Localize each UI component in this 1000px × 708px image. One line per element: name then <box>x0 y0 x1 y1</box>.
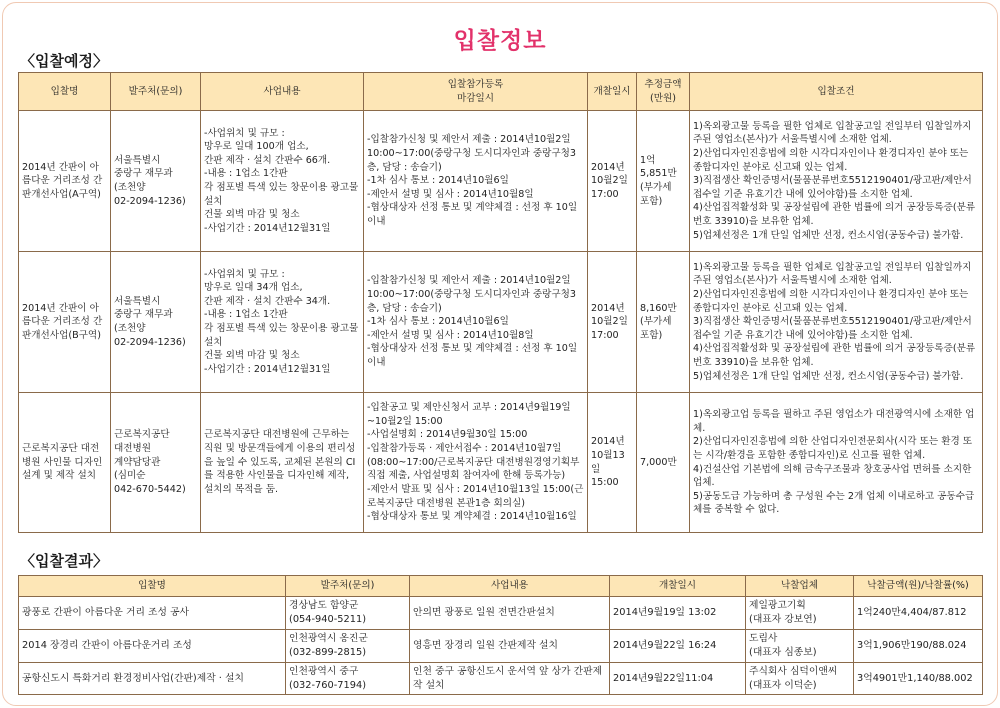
header-award-amount: 낙찰금액(원)/낙찰률(%) <box>854 576 983 597</box>
bid-client: 서울특별시 중랑구 재무과 (조천양 02-2094-1236) <box>111 111 201 252</box>
table-row <box>19 597 983 630</box>
result-client: 인천광역시 옹진군 (032-899-2815) <box>286 629 410 662</box>
result-content: 영흥면 장경리 일원 간판제작 설치 <box>410 629 610 662</box>
result-content: 인천 중구 공항신도시 운서역 앞 상가 간판제작 설치 <box>410 662 610 695</box>
table-row <box>19 111 983 252</box>
table-row <box>19 662 983 695</box>
result-client: 인천광역시 중구 (032-760-7194) <box>286 662 410 695</box>
table-row <box>19 629 983 662</box>
result-client: 경상남도 함양군 (054-940-5211) <box>286 597 410 630</box>
header-estimate: 추정금액 (만원) <box>637 73 690 111</box>
result-amount: 3억1,906만190/88.024 <box>854 629 983 662</box>
bid-estimate: 7,000만 <box>637 393 690 533</box>
bid-content: -사업위치 및 규모 : 망우로 일대 34개 업소, 간판 제작 · 설치 간판수 34개. -내용 : 1업소 1간판 각 점포별 특색 있는 창문이용 광고물 설치 건물 외벽 마감 및 청소 -사업기간 : 2014년12월31일 <box>201 252 364 393</box>
result-amount: 3억4901만1,140/88.002 <box>854 662 983 695</box>
bid-estimate: 1억 5,851만 (부가세 포함) <box>637 111 690 252</box>
result-date: 2014년9월22일 16:24 <box>610 629 746 662</box>
result-winner: 도림사 (대표자 심종보) <box>746 629 854 662</box>
bid-conditions: 1)옥외광고물 등록을 필한 업체로 입찰공고일 전일부터 입찰일까지 주된 영업소(본사)가 서울특별시에 소재한 업체. 2)산업디자인진흥법에 의한 시각디자인이나 환경디자인 분야 또는 종합디자인 분야로 신고돼 있는 업체. 3)직접생산 확인증명서(물품분류번호5512190401/광고판/제안서 접수일 기준 유효기간 내에 있어야함)를 소지한 업체. 4)산업집적활성화 및 공장설립에 관한 법률에 의거 공장등록증(분류번호 33910)을 보유한 업체. 5)업체선정은 1개 단일 업체만 선정, 컨소시엄(공동수급) 불가함. <box>690 252 983 393</box>
bid-conditions: 1)옥외광고물 등록을 필한 업체로 입찰공고일 전일부터 입찰일까지 주된 영업소(본사)가 서울특별시에 소재한 업체. 2)산업디자인진흥법에 의한 시각디자인이나 환경디자인 분야 또는 종합디자인 분야로 신고돼 있는 업체. 3)직접생산 확인증명서(물품분류번호5512190401/광고판/제안서 접수일 기준 유효기간 내에 있어야함)를 소지한 업체. 4)산업집적활성화 및 공장설립에 관한 법률에 의거 공장등록증(분류번호 33910)을 보유한 업체. 5)업체선정은 1개 단일 업체만 선정, 컨소시엄(공동수급) 불가함. <box>690 111 983 252</box>
header-open-date: 개찰일시 <box>610 576 746 597</box>
bid-registration: -입찰공고 및 제안신청서 교부 : 2014년9월19일~10월2일 15:00 -사업설명회 : 2014년9월30일 15:00 -입찰참가등록 · 제안서접수 : 2014년10월7일(08:00~17:00/근로복지공단 대전병원경영기획부 직접 제출, 사업설명회 참여자에 한해 등록가능) -제안서 발표 및 심사 : 2014년10월13일 15:00(근로복지공단 대전병원 본관1층 회의실) -협상대상자 통보 및 계약체결 : 2014년10월16일 <box>364 393 588 533</box>
header-client: 발주처(문의) <box>286 576 410 597</box>
table-row <box>19 393 983 533</box>
bid-conditions: 1)옥외광고업 등록을 필하고 주된 영업소가 대전광역시에 소재한 업체. 2)산업디자인진흥법에 의한 산업디자인전문회사(시각 또는 환경 또는 시각/환경을 포함한 종합디자인)로 신고를 필한 업체. 4)건설산업 기본법에 의해 금속구조물과 창호공사업 면허를 소지한 업체. 5)공동도급 가능하며 총 구성원 수는 2개 업체 이내로하고 공동수급체를 중복할 수 없다. <box>690 393 983 533</box>
bid-name: 근로복지공단 대전병원 사인물 디자인 설계 및 제작 설치 <box>19 393 111 533</box>
bid-open-date: 2014년 10월2일 17:00 <box>588 252 637 393</box>
bid-content: 근로복지공단 대전병원에 근무하는 직원 및 방문객들에게 이용의 편리성을 높일 수 있도록, 교체된 본원의 CI를 적용한 사인물을 디자인해 제작, 설치의 목적을 둠. <box>201 393 364 533</box>
bid-name: 2014년 간판이 아름다운 거리조성 간판개선사업(B구역) <box>19 252 111 393</box>
result-winner: 주식회사 심덕이앤씨 (대표자 이덕순) <box>746 662 854 695</box>
page-title: 입찰정보 <box>453 28 547 54</box>
result-amount: 1억240만4,404/87.812 <box>854 597 983 630</box>
scheduled-bids-table <box>18 72 983 533</box>
header-conditions: 입찰조건 <box>690 73 983 111</box>
bid-open-date: 2014년 10월2일 17:00 <box>588 111 637 252</box>
table-row <box>19 252 983 393</box>
header-bid-name: 입찰명 <box>19 73 111 111</box>
bid-registration: -입찰참가신청 및 제안서 제출 : 2014년10월2일 10:00~17:00(중랑구청 도시디자인과 중랑구청3층, 담당 : 송슬기) -1차 심사 통보 : 2014년10월6일 -제안서 설명 및 심사 : 2014년10월8일 -협상대상자 선정 통보 및 계약체결 : 선정 후 10일 이내 <box>364 111 588 252</box>
section-title-scheduled: 〈입찰예정〉 <box>20 52 108 70</box>
header-winner: 낙찰업체 <box>746 576 854 597</box>
bid-name: 2014년 간판이 아름다운 거리조성 간판개선사업(A구역) <box>19 111 111 252</box>
result-name: 광풍로 간판이 아름다운 거리 조성 공사 <box>19 597 286 630</box>
header-open-date: 개찰일시 <box>588 73 637 111</box>
bid-estimate: 8,160만 (부가세 포함) <box>637 252 690 393</box>
result-name: 공항신도시 특화거리 환경정비사업(간판)제작 · 설치 <box>19 662 286 695</box>
result-winner: 제일광고기획 (대표자 강보연) <box>746 597 854 630</box>
bid-client: 근로복지공단 대전병원 계약담당관 (심미순 042-670-5442) <box>111 393 201 533</box>
result-name: 2014 장경리 간판이 아름다운거리 조성 <box>19 629 286 662</box>
bid-client: 서울특별시 중랑구 재무과 (조천양 02-2094-1236) <box>111 252 201 393</box>
bid-registration: -입찰참가신청 및 제안서 제출 : 2014년10월2일 10:00~17:00(중랑구청 도시디자인과 중랑구청3층, 담당 : 송슬기) -1차 심사 통보 : 2014년10월6일 -제안서 설명 및 심사 : 2014년10월8일 -협상대상자 선정 통보 및 계약체결 : 선정 후 10일 이내 <box>364 252 588 393</box>
section-title-results: 〈입찰결과〉 <box>20 552 108 570</box>
header-registration: 입찰참가등록 마감일시 <box>364 73 588 111</box>
header-content: 사업내용 <box>410 576 610 597</box>
result-date: 2014년9월19일 13:02 <box>610 597 746 630</box>
result-date: 2014년9월22일11:04 <box>610 662 746 695</box>
bid-results-table <box>18 575 983 695</box>
bid-content: -사업위치 및 규모 : 망우로 일대 100개 업소, 간판 제작 · 설치 간판수 66개. -내용 : 1업소 1간판 각 점포별 특색 있는 창문이용 광고물 설치 건물 외벽 마감 및 청소 -사업기간 : 2014년12월31일 <box>201 111 364 252</box>
header-content: 사업내용 <box>201 73 364 111</box>
header-client: 발주처(문의) <box>111 73 201 111</box>
result-content: 안의면 광풍로 일원 전면간판설치 <box>410 597 610 630</box>
header-bid-name: 입찰명 <box>19 576 286 597</box>
bid-open-date: 2014년 10월13일 15:00 <box>588 393 637 533</box>
